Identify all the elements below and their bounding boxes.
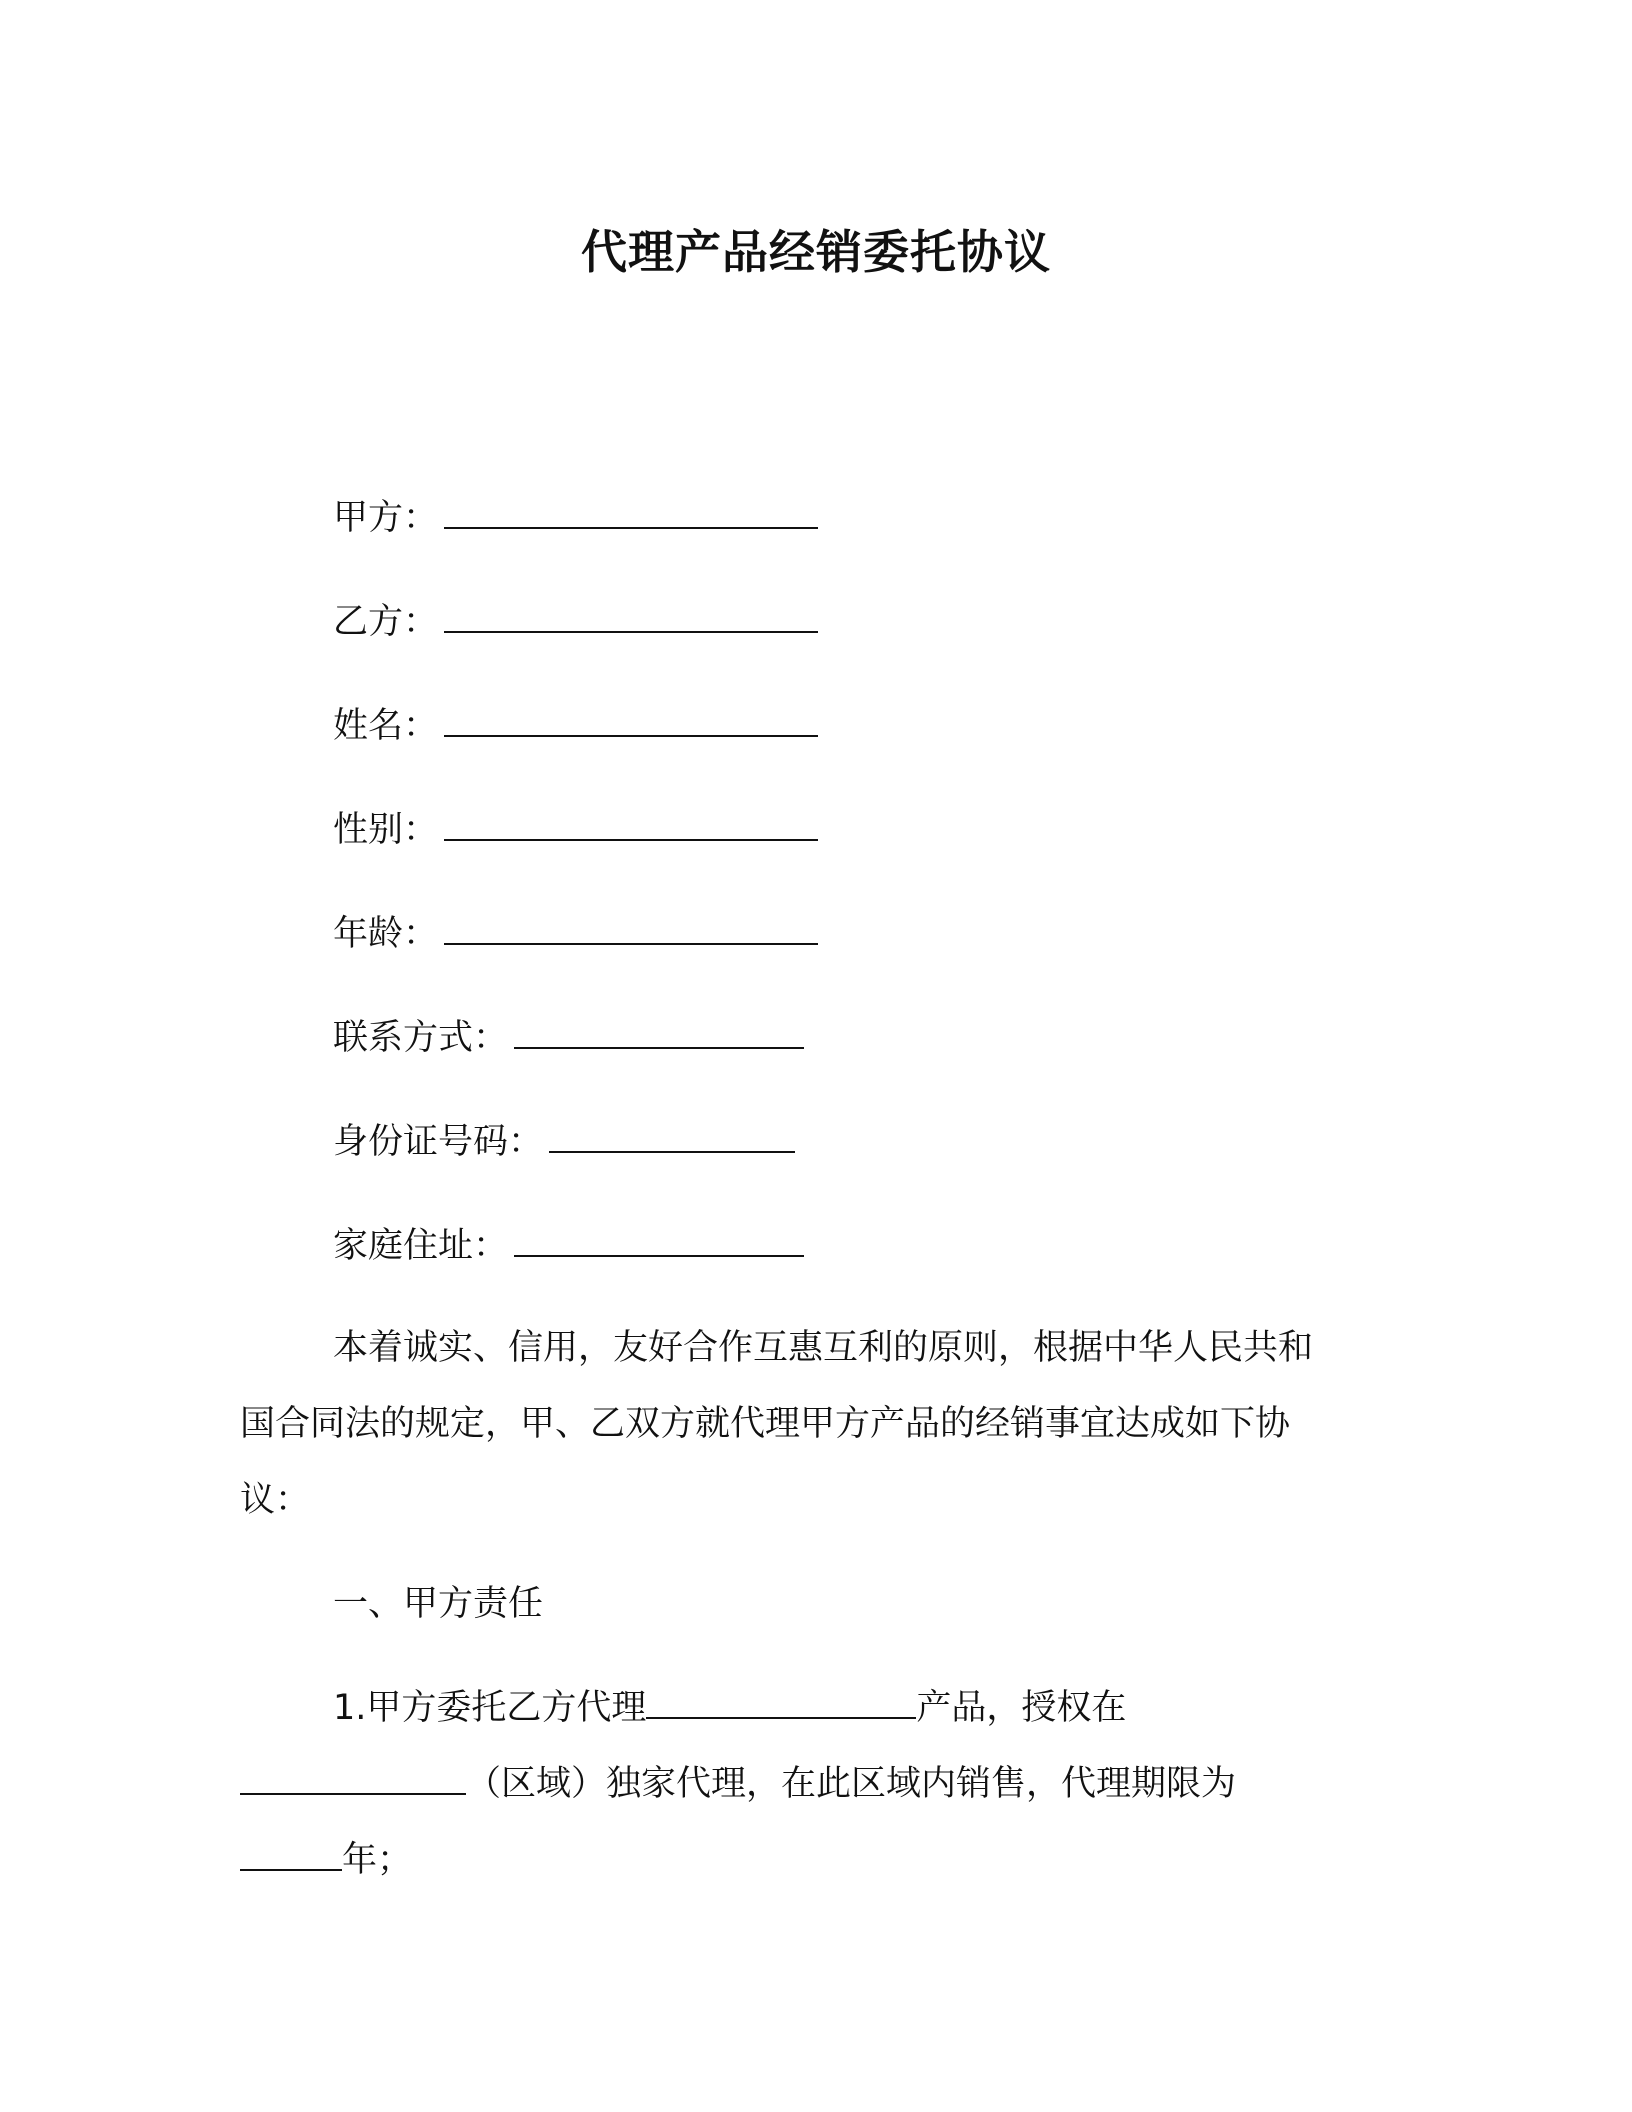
preamble-line-3: 议： xyxy=(240,1480,311,1520)
field-party-a xyxy=(333,492,818,544)
field-label: 乙方： xyxy=(333,602,439,642)
blank-line[interactable] xyxy=(514,1017,804,1049)
clause-1-line-3 xyxy=(240,1834,412,1886)
preamble-line-1: 本着诚实、信用，友好合作互惠互利的原则，根据中华人民共和 xyxy=(333,1328,1314,1368)
blank-line[interactable] xyxy=(444,809,818,841)
field-label: 家庭住址： xyxy=(333,1226,509,1266)
clause-1-line-2 xyxy=(240,1758,1236,1810)
field-label: 年龄： xyxy=(333,914,439,954)
blank-line[interactable] xyxy=(444,601,818,633)
field-label: 性别： xyxy=(333,810,439,850)
field-home-address xyxy=(333,1220,804,1272)
clause-text: 年； xyxy=(342,1840,413,1880)
preamble-line-2: 国合同法的规定，甲、乙双方就代理甲方产品的经销事宜达成如下协 xyxy=(240,1404,1291,1444)
product-blank[interactable] xyxy=(646,1687,916,1719)
blank-line[interactable] xyxy=(444,705,818,737)
field-contact xyxy=(333,1012,804,1064)
blank-line[interactable] xyxy=(514,1225,804,1257)
blank-line[interactable] xyxy=(444,497,818,529)
field-label: 甲方： xyxy=(333,498,439,538)
clause-1-line-1 xyxy=(333,1682,1126,1734)
field-party-b xyxy=(333,596,818,648)
section-heading-party-a-duties: 一、甲方责任 xyxy=(333,1584,544,1624)
field-id-number xyxy=(333,1116,795,1168)
clause-text: 产品，授权在 xyxy=(916,1688,1127,1728)
field-label: 身份证号码： xyxy=(333,1122,544,1162)
document-title: 代理产品经销委托协议 xyxy=(581,225,1051,279)
field-age xyxy=(333,908,818,960)
field-label: 联系方式： xyxy=(333,1018,509,1058)
region-blank[interactable] xyxy=(240,1763,466,1795)
blank-line[interactable] xyxy=(549,1121,795,1153)
clause-text: 1.甲方委托乙方代理 xyxy=(333,1688,647,1728)
years-blank[interactable] xyxy=(240,1839,342,1871)
field-name xyxy=(333,700,818,752)
clause-text: （区域）独家代理，在此区域内销售，代理期限为 xyxy=(466,1764,1237,1804)
field-label: 姓名： xyxy=(333,706,439,746)
field-gender xyxy=(333,804,818,856)
blank-line[interactable] xyxy=(444,913,818,945)
